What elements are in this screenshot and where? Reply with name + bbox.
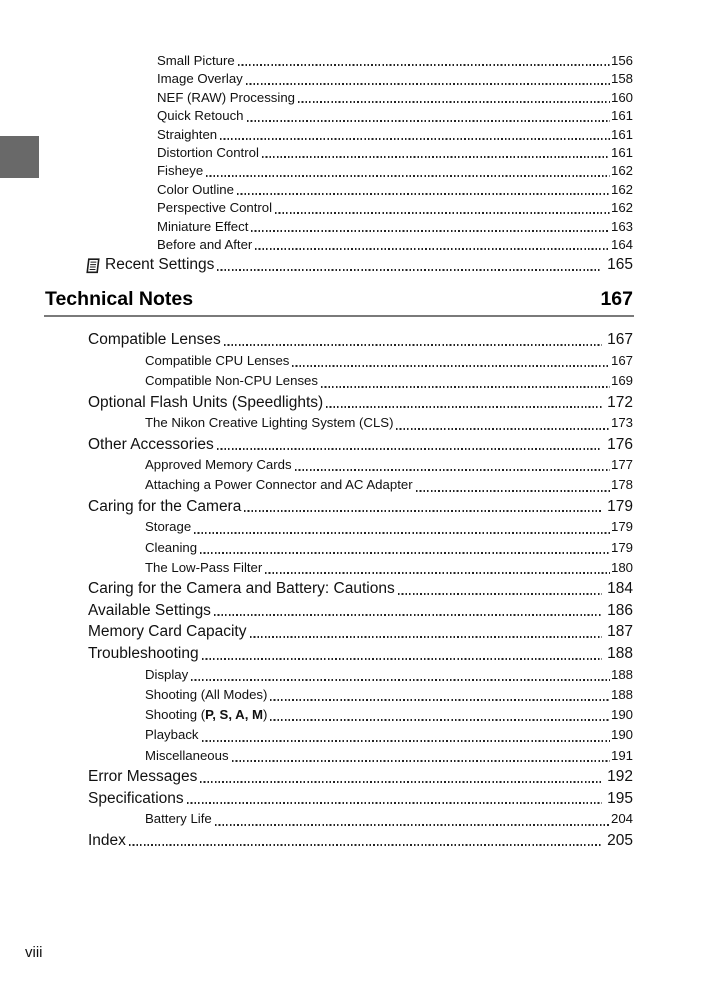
- toc-entry: [88, 392, 633, 414]
- dotted-leader: [238, 64, 610, 66]
- toc-entry-page: 205: [607, 831, 633, 849]
- toc-entry-label: Troubleshooting: [88, 645, 199, 662]
- dotted-leader: [244, 510, 602, 512]
- toc-entry: [157, 126, 633, 144]
- dotted-leader: [251, 230, 610, 232]
- toc-entry-label: Shooting (P, S, A, M): [145, 707, 268, 723]
- toc-entry-label: Index: [88, 831, 126, 849]
- dotted-leader: [214, 614, 602, 616]
- toc-entry: [88, 788, 633, 810]
- toc-entry: [88, 643, 633, 665]
- folio-page-number: viii: [25, 944, 43, 961]
- dotted-leader: [224, 344, 602, 346]
- toc-entry: [157, 199, 633, 217]
- toc-entry-page: 162: [610, 163, 633, 179]
- toc-entry-page: 186: [607, 601, 633, 619]
- toc-entry: [88, 830, 633, 852]
- table-of-contents: [45, 52, 633, 851]
- toc-entry-label: Small Picture: [157, 53, 235, 68]
- toc-entry-label: NEF (RAW) Processing: [157, 89, 295, 105]
- toc-entry-page: 160: [610, 89, 633, 105]
- dotted-leader: [247, 120, 610, 122]
- toc-entry-page: 188: [607, 645, 633, 662]
- toc-entry: [145, 705, 633, 725]
- toc-entry-label: Perspective Control: [157, 200, 273, 216]
- toc-entry-page: 167: [610, 353, 633, 369]
- toc-entry: [145, 371, 633, 391]
- toc-entry-page: 179: [610, 519, 633, 535]
- toc-entry-label: Available Settings: [88, 601, 211, 619]
- dotted-leader: [200, 552, 610, 554]
- toc-entry-label: Specifications: [88, 789, 184, 807]
- toc-entry: [88, 621, 633, 643]
- toc-entry-label: Miniature Effect: [157, 218, 249, 234]
- toc-entry: [157, 70, 633, 88]
- toc-entry-page: 161: [610, 145, 633, 161]
- toc-entry-page: 178: [610, 477, 633, 493]
- dotted-leader: [217, 448, 602, 450]
- toc-entry: [145, 455, 633, 475]
- toc-entry: [145, 665, 633, 685]
- toc-entry-page: 176: [607, 435, 633, 453]
- toc-entry-page: 190: [610, 707, 633, 723]
- toc-entry-label: Playback: [145, 727, 199, 743]
- toc-entry-page: 165: [607, 256, 633, 274]
- toc-section-entries: [45, 329, 633, 851]
- toc-entry-label: Compatible Lenses: [88, 331, 221, 349]
- dotted-leader: [275, 212, 610, 214]
- toc-entry: [145, 351, 633, 371]
- dotted-leader: [191, 679, 610, 681]
- toc-entry-page: 161: [610, 126, 633, 142]
- toc-entry-page: 167: [607, 331, 633, 349]
- dotted-leader: [217, 269, 602, 271]
- toc-entry-page: 163: [610, 218, 633, 234]
- toc-entry-page: 187: [607, 623, 633, 641]
- toc-entry: [157, 89, 633, 107]
- chapter-edge-tab: [0, 136, 39, 178]
- toc-entry-page: 192: [607, 768, 633, 786]
- toc-entry-label: Image Overlay: [157, 71, 243, 87]
- toc-entry: [145, 809, 633, 829]
- toc-entry: [157, 162, 633, 180]
- toc-entry-page: 164: [610, 237, 633, 253]
- toc-entry-page: 179: [607, 497, 633, 515]
- toc-entry-label: Memory Card Capacity: [88, 623, 247, 641]
- recent-settings-icon: [85, 258, 101, 274]
- toc-entry: [88, 766, 633, 788]
- dotted-leader: [215, 824, 610, 826]
- dotted-leader: [265, 572, 610, 574]
- toc-entry-label: Storage: [145, 519, 192, 535]
- toc-entry: [157, 218, 633, 236]
- toc-entry-page: 172: [607, 393, 633, 411]
- dotted-leader: [270, 719, 610, 721]
- dotted-leader: [416, 490, 610, 492]
- toc-entry-label: Caring for the Camera: [88, 497, 242, 515]
- dotted-leader: [295, 469, 610, 471]
- dotted-leader: [270, 699, 610, 701]
- toc-entry: [157, 236, 633, 254]
- dotted-leader: [206, 175, 610, 177]
- toc-entry: [145, 517, 633, 537]
- toc-entry: [157, 144, 633, 162]
- toc-entry-page: 184: [607, 580, 633, 598]
- toc-entry: [145, 558, 633, 578]
- toc-entry-label: Before and After: [157, 237, 253, 253]
- dotted-leader: [292, 365, 610, 367]
- toc-entry-page: 161: [610, 108, 633, 124]
- toc-entry-label: Caring for the Camera and Battery: Cautions: [88, 580, 395, 598]
- toc-entry-label: Straighten: [157, 126, 218, 142]
- page-footer: [25, 944, 43, 961]
- toc-entry-label: Compatible Non-CPU Lenses: [145, 373, 318, 389]
- toc-entry: [145, 475, 633, 495]
- toc-entry-label: The Low-Pass Filter: [145, 559, 263, 575]
- toc-entry-page: 177: [610, 457, 633, 473]
- toc-entry-page: 173: [610, 415, 633, 431]
- toc-entry-page: 204: [610, 811, 633, 827]
- toc-pre-section: [45, 52, 633, 276]
- toc-entry-page: 179: [610, 539, 633, 555]
- toc-entry-page: 188: [610, 666, 633, 682]
- toc-entry-page: 156: [610, 53, 633, 68]
- toc-entry: [88, 329, 633, 351]
- dotted-leader: [187, 802, 602, 804]
- toc-entry: [88, 600, 633, 622]
- toc-entry: [88, 496, 633, 518]
- toc-entry-label: Compatible CPU Lenses: [145, 353, 290, 369]
- toc-entry: [157, 181, 633, 199]
- dotted-leader: [321, 386, 610, 388]
- dotted-leader: [129, 844, 602, 846]
- toc-entry-label: Optional Flash Units (Speedlights): [88, 393, 324, 411]
- dotted-leader: [202, 740, 610, 742]
- toc-entry-label: Approved Memory Cards: [145, 457, 292, 473]
- section-page-number: 167: [600, 288, 633, 311]
- dotted-leader: [237, 193, 610, 195]
- toc-entry-label: Fisheye: [157, 163, 204, 179]
- dotted-leader: [398, 593, 602, 595]
- dotted-leader: [255, 248, 610, 250]
- toc-entry: [145, 538, 633, 558]
- dotted-leader: [246, 83, 610, 85]
- toc-entry-label: Quick Retouch: [157, 108, 244, 124]
- toc-entry-page: 169: [610, 373, 633, 389]
- toc-entry-label: Distortion Control: [157, 145, 259, 161]
- dotted-leader: [194, 532, 610, 534]
- toc-entry: [88, 434, 633, 456]
- toc-entry-page: 158: [610, 71, 633, 87]
- toc-entry-label: Attaching a Power Connector and AC Adapter: [145, 477, 413, 493]
- toc-entry: [145, 413, 633, 433]
- section-divider-rule: [44, 315, 634, 317]
- section-header: [45, 287, 633, 312]
- dotted-leader: [262, 156, 610, 158]
- toc-entry: [145, 725, 633, 745]
- toc-entry: [157, 52, 633, 70]
- toc-entry-page: 180: [610, 559, 633, 575]
- dotted-leader: [202, 658, 603, 660]
- dotted-leader: [232, 760, 610, 762]
- toc-entry-label: Error Messages: [88, 768, 198, 786]
- toc-entry-label: Battery Life: [145, 811, 212, 827]
- toc-entry-label: The Nikon Creative Lighting System (CLS): [145, 415, 394, 431]
- toc-entry-page: 162: [610, 181, 633, 197]
- toc-entry-label: Other Accessories: [88, 435, 214, 453]
- toc-entry: [157, 107, 633, 125]
- dotted-leader: [298, 101, 610, 103]
- toc-entry: [145, 746, 633, 766]
- toc-entry-label: Miscellaneous: [145, 747, 229, 763]
- dotted-leader: [220, 138, 610, 140]
- toc-entry-label: Shooting (All Modes): [145, 686, 268, 702]
- toc-entry-page: 195: [607, 789, 633, 807]
- toc-entry-label: Display: [145, 666, 189, 682]
- toc-entry-label: Cleaning: [145, 539, 198, 555]
- dotted-leader: [396, 428, 610, 430]
- toc-entry: [145, 685, 633, 705]
- dotted-leader: [326, 406, 602, 408]
- dotted-leader: [250, 636, 603, 638]
- toc-entry-page: 162: [610, 200, 633, 216]
- dotted-leader: [200, 781, 602, 783]
- toc-entry-page: 188: [610, 686, 633, 702]
- toc-entry-label: Color Outline: [157, 181, 234, 197]
- toc-entry-page: 191: [610, 747, 633, 763]
- toc-entry-page: 190: [610, 727, 633, 743]
- section-title: Technical Notes: [45, 288, 194, 311]
- toc-entry: [88, 578, 633, 600]
- toc-entry-label: Recent Settings: [105, 256, 215, 274]
- toc-entry: [85, 254, 633, 276]
